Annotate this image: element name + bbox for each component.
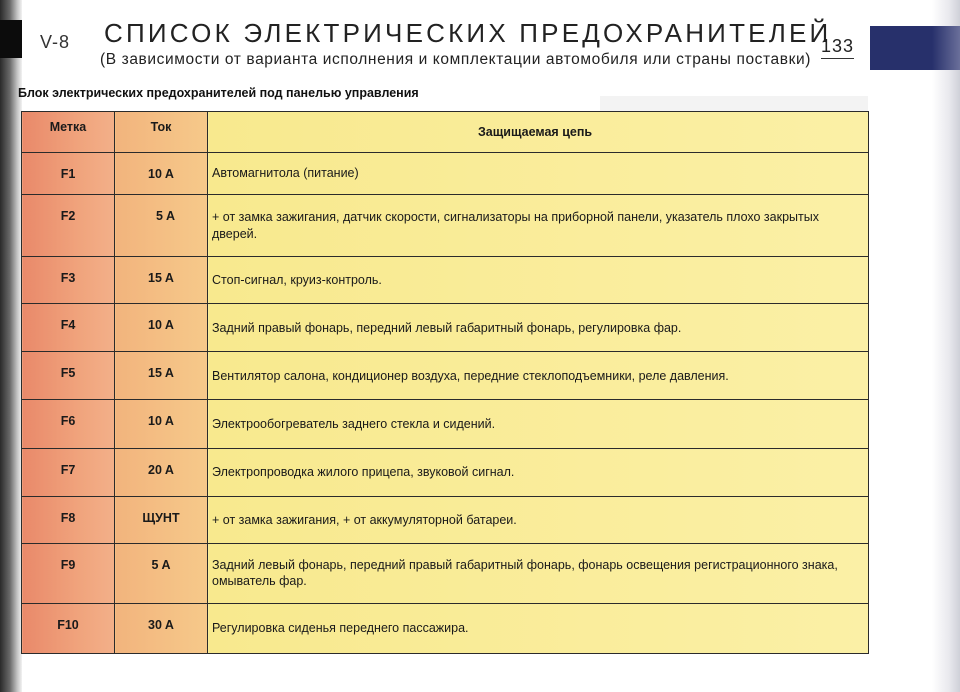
fuse-label: F4 — [22, 304, 115, 352]
table-row — [22, 304, 869, 352]
fuse-current: 20 A — [115, 448, 208, 496]
fuse-label: F7 — [22, 448, 115, 496]
fuse-current-value: 5 A — [156, 209, 175, 224]
table-row — [22, 153, 869, 195]
fuse-label: F10 — [22, 603, 115, 653]
table-row — [22, 543, 869, 603]
fuse-circuit: Задний правый фонарь, передний левый габаритный фонарь, регулировка фар. — [208, 304, 869, 352]
fuse-current: 30 A — [115, 603, 208, 653]
fuse-label: F2 — [22, 195, 115, 257]
fuse-current: 10 A — [115, 400, 208, 448]
fuse-circuit: Вентилятор салона, кондиционер воздуха, передние стеклоподъемники, реле давления. — [208, 352, 869, 400]
fuse-current: 5 A — [115, 543, 208, 603]
fuse-circuit: Стоп-сигнал, круиз-контроль. — [208, 257, 869, 304]
fuse-circuit: Автомагнитола (питание) — [208, 153, 869, 195]
fuse-current — [115, 195, 208, 257]
column-header-label: Метка — [22, 112, 115, 153]
fuse-circuit: Электропроводка жилого прицепа, звуковой сигнал. — [208, 448, 869, 496]
fuse-circuit: + от замка зажигания, датчик скорости, сигнализаторы на приборной панели, указатель плохо закрытых дверей. — [208, 195, 869, 257]
chapter-label: V-8 — [40, 32, 71, 52]
fuse-label: F1 — [22, 153, 115, 195]
table-row — [22, 496, 869, 543]
page-edge-shadow — [932, 0, 960, 692]
section-heading: Блок электрических предохранителей под панелью управления — [18, 86, 419, 100]
table-row — [22, 195, 869, 257]
fuse-circuit: Задний левый фонарь, передний правый габаритный фонарь, фонарь освещения регистрационного знака, омыватель фар. — [208, 543, 869, 603]
table-row — [22, 448, 869, 496]
column-header-current: Ток — [115, 112, 208, 153]
page-number: 133 — [821, 36, 854, 59]
fuse-label: F9 — [22, 543, 115, 603]
fuse-label: F5 — [22, 352, 115, 400]
fuse-label: F3 — [22, 257, 115, 304]
table-row — [22, 352, 869, 400]
background-print-through — [600, 96, 868, 112]
fuse-current: 10 A — [115, 304, 208, 352]
chapter-tab-marker — [0, 20, 22, 58]
section-color-tab — [870, 26, 932, 70]
table-row — [22, 257, 869, 304]
section-color-tab-fade — [932, 26, 960, 70]
fuse-table — [21, 111, 869, 654]
table-row — [22, 400, 869, 448]
fuse-circuit: Электрообогреватель заднего стекла и сидений. — [208, 400, 869, 448]
fuse-current: ЩУНТ — [115, 496, 208, 543]
fuse-current: 15 A — [115, 257, 208, 304]
fuse-circuit: + от замка зажигания, + от аккумуляторной батареи. — [208, 496, 869, 543]
book-spine-shadow — [0, 0, 22, 692]
fuse-current: 10 A — [115, 153, 208, 195]
fuse-label: F8 — [22, 496, 115, 543]
column-header-circuit: Защищаемая цепь — [208, 112, 869, 153]
table-header-row — [22, 112, 869, 153]
page-subtitle: (В зависимости от варианта исполнения и комплектации автомобиля или страны поставки) — [100, 51, 812, 68]
table-row — [22, 603, 869, 653]
page-title: СПИСОК ЭЛЕКТРИЧЕСКИХ ПРЕДОХРАНИТЕЛЕЙ — [104, 18, 832, 48]
fuse-circuit: Регулировка сиденья переднего пассажира. — [208, 603, 869, 653]
fuse-label: F6 — [22, 400, 115, 448]
fuse-current: 15 A — [115, 352, 208, 400]
